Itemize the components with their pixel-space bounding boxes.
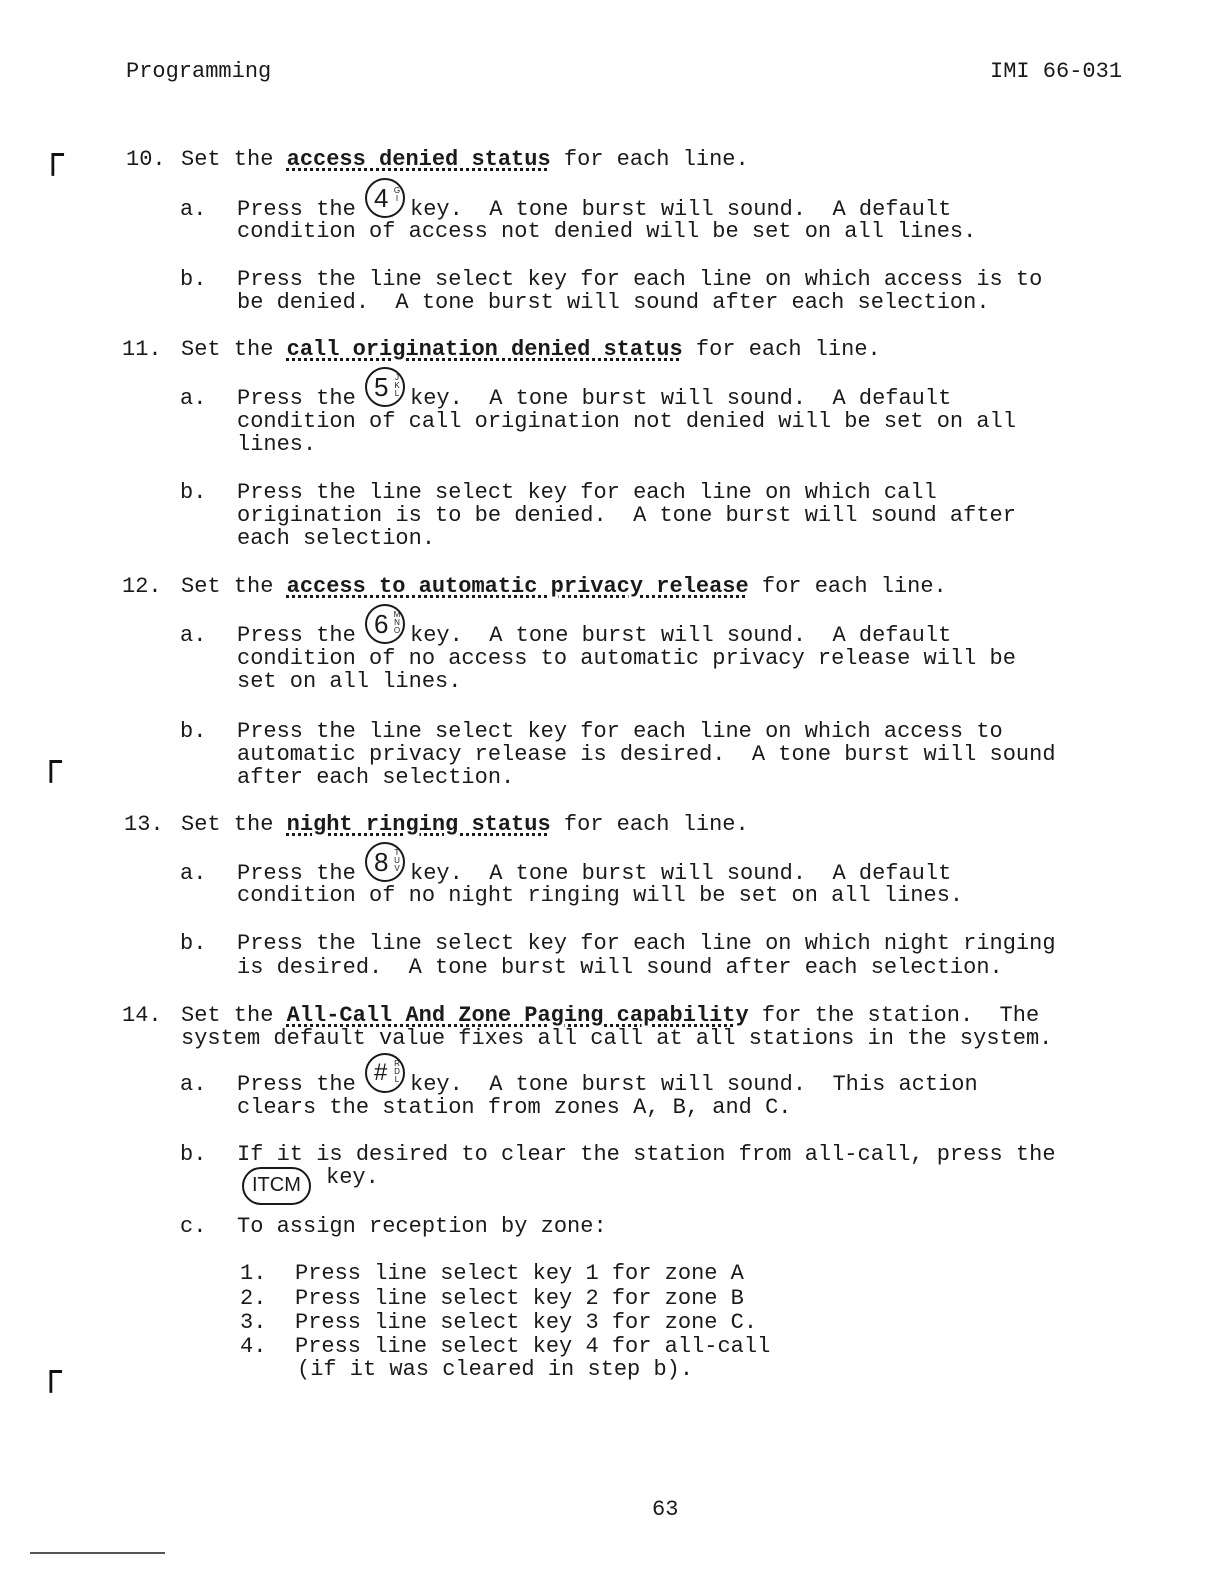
step-14b-text: key. xyxy=(326,1165,379,1190)
zone-step: 1. Press line select key 1 for zone A xyxy=(240,1261,744,1286)
itcm-key-icon: ITCM xyxy=(242,1167,311,1205)
step-12b-text: automatic privacy release is desired. A tone burst will sound xyxy=(237,742,1056,767)
step-10a-text: key. A tone burst will sound. A default xyxy=(410,197,952,222)
step-11: 11. Set the call origination denied status for each line. xyxy=(122,337,881,362)
page-number: 63 xyxy=(652,1497,679,1522)
step-13a-text: condition of no night ringing will be set on all lines. xyxy=(237,883,964,908)
step-12a-text: key. A tone burst will sound. A default xyxy=(410,623,952,648)
step-10b-text: be denied. A tone burst will sound after each selection. xyxy=(237,290,990,315)
step-13b-text: Press the line select key for each line on which night ringing xyxy=(237,931,1056,956)
step-11a-label: a. xyxy=(180,386,207,411)
step-11b-text: each selection. xyxy=(237,526,436,551)
step-14b-label: b. xyxy=(180,1142,207,1167)
step-12a-text: set on all lines. xyxy=(237,669,462,694)
key-4-icon: 4 G I xyxy=(365,178,405,218)
running-header-right: IMI 66-031 xyxy=(990,59,1123,84)
step-14c-label: c. xyxy=(180,1214,207,1239)
step-10a-text: condition of access not denied will be set on all lines. xyxy=(237,219,977,244)
step-11a-text: Press the xyxy=(237,386,356,411)
step-11a-text: key. A tone burst will sound. A default xyxy=(410,386,952,411)
step-11b-text: origination is to be denied. A tone burst will sound after xyxy=(237,503,1016,528)
margin-mark: ┌ xyxy=(40,1352,62,1393)
step-12: 12. Set the access to automatic privacy release for each line. xyxy=(122,574,947,599)
step-13b-label: b. xyxy=(180,931,207,956)
step-13a-text: key. A tone burst will sound. A default xyxy=(410,861,952,886)
step-12a-text: Press the xyxy=(237,623,356,648)
step-12a-label: a. xyxy=(180,623,207,648)
step-13b-text: is desired. A tone burst will sound after each selection. xyxy=(237,955,1003,980)
zone-step: 3. Press line select key 3 for zone C. xyxy=(240,1310,758,1335)
step-12b-text: after each selection. xyxy=(237,765,515,790)
step-14-text: system default value fixes all call at all stations in the system. xyxy=(181,1026,1053,1051)
step-10b-label: b. xyxy=(180,267,207,292)
step-14a-text: Press the xyxy=(237,1072,356,1097)
step-10b-text: Press the line select key for each line on which access is to xyxy=(237,267,1043,292)
step-14c-text: To assign reception by zone: xyxy=(237,1214,607,1239)
step-12b-label: b. xyxy=(180,719,207,744)
zone-step: 4. Press line select key 4 for all-call xyxy=(240,1334,771,1359)
key-6-icon: 6 M N O xyxy=(365,604,405,644)
step-10a-label: a. xyxy=(180,197,207,222)
step-10a-text: Press the xyxy=(237,197,356,222)
zone-step-continued: (if it was cleared in step b). xyxy=(297,1357,694,1382)
footer-rule xyxy=(30,1552,165,1554)
step-14a-label: a. xyxy=(180,1072,207,1097)
step-14: 14. Set the All-Call And Zone Paging capability for the station. The xyxy=(122,1003,1040,1028)
step-12b-text: Press the line select key for each line on which access to xyxy=(237,719,1003,744)
key-5-icon: 5 J K L xyxy=(365,367,405,407)
step-11b-text: Press the line select key for each line on which call xyxy=(237,480,937,505)
step-12a-text: condition of no access to automatic privacy release will be xyxy=(237,646,1016,671)
step-10: 10. Set the access denied status for each line. xyxy=(126,147,749,172)
running-header-left: Programming xyxy=(126,59,272,84)
step-11b-label: b. xyxy=(180,480,207,505)
step-14b-text: If it is desired to clear the station from all-call, press the xyxy=(237,1142,1056,1167)
step-14a-text: clears the station from zones A, B, and C. xyxy=(237,1095,792,1120)
margin-mark: ┌ xyxy=(42,135,64,176)
key-pound-icon: # R D L xyxy=(365,1053,405,1093)
step-13a-label: a. xyxy=(180,861,207,886)
step-14a-text: key. A tone burst will sound. This action xyxy=(410,1072,978,1097)
step-13: 13. Set the night ringing status for each line. xyxy=(124,812,749,837)
step-13a-text: Press the xyxy=(237,861,356,886)
step-11a-text: condition of call origination not denied will be set on all xyxy=(237,409,1016,434)
zone-step: 2. Press line select key 2 for zone B xyxy=(240,1286,744,1311)
margin-mark: ┌ xyxy=(40,742,62,783)
key-8-icon: 8 T U V xyxy=(365,842,405,882)
step-11a-text: lines. xyxy=(237,432,317,457)
